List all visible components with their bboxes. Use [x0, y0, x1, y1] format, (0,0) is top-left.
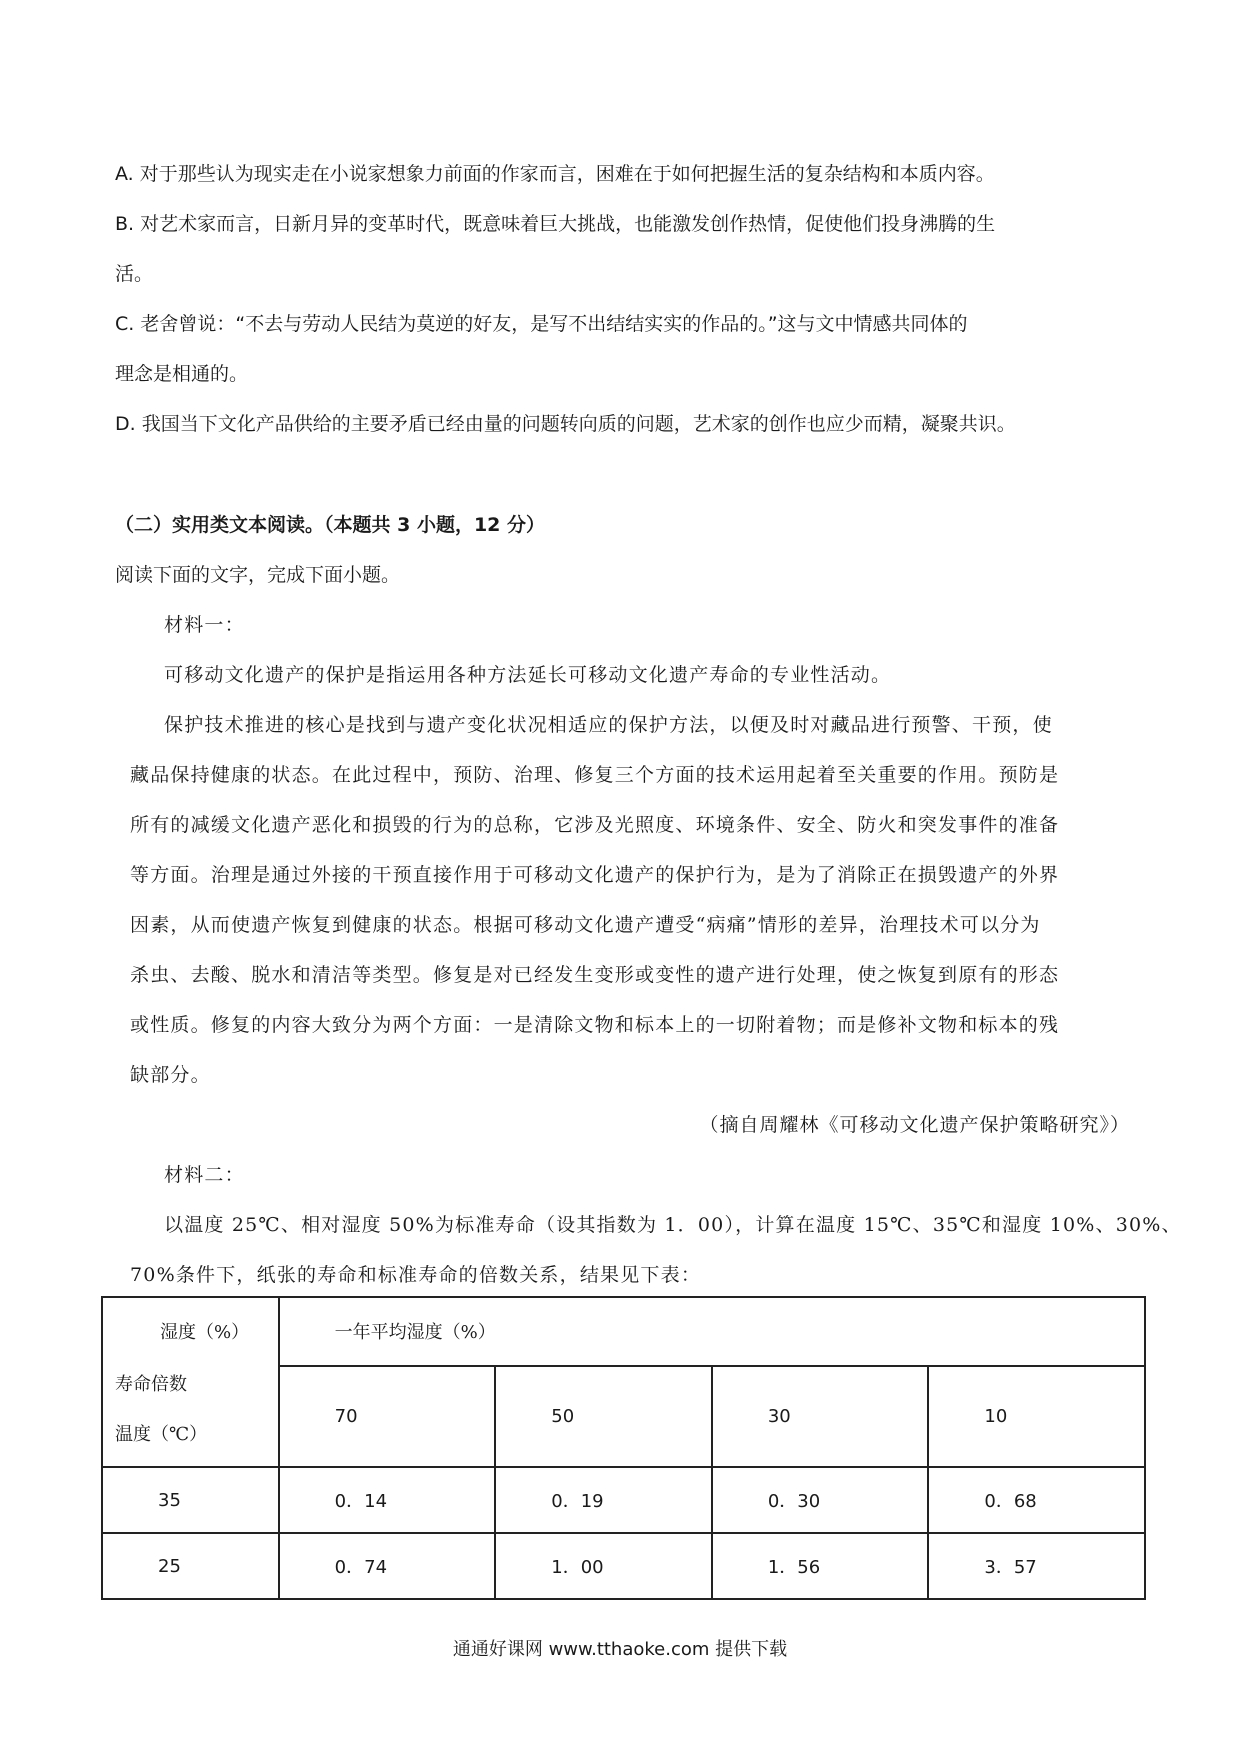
- material1-label: 材料一：: [164, 614, 245, 636]
- option-b: [115, 210, 1145, 238]
- option-b-text-2: 活。: [115, 263, 154, 285]
- option-c: [115, 310, 1145, 338]
- option-b-text: B. 对艺术家而言，日新月异的变革时代，既意味着巨大挑战，也能激发创作热情，促使他们投身沸腾的生: [115, 213, 996, 235]
- table-corner-header: [102, 1297, 279, 1467]
- table-row: [102, 1533, 1145, 1599]
- corner-humidity-label: 湿度（%）: [160, 1322, 250, 1343]
- material1-line: 缺部分。: [130, 1064, 211, 1086]
- column-header: 50: [495, 1366, 712, 1467]
- option-c-text-2: 理念是相通的。: [115, 363, 249, 385]
- material1-source: （摘自周耀林《可移动文化遗产保护策略研究》）: [699, 1114, 1130, 1136]
- table-cell: 0．14: [279, 1467, 496, 1533]
- table-cell: 1．00: [495, 1533, 712, 1599]
- option-d: [115, 410, 1145, 438]
- option-c-text: C. 老舍曾说：“不去与劳动人民结为莫逆的好友，是写不出结结实实的作品的。”这与文中情感共同体的: [115, 313, 968, 335]
- row-temperature: 35: [102, 1467, 279, 1533]
- option-b-continued: [115, 260, 1145, 288]
- table-cell: 1．56: [712, 1533, 929, 1599]
- column-header: 10: [928, 1366, 1145, 1467]
- material1-line: 所有的减缓文化遗产恶化和损毁的行为的总称，它涉及光照度、环境条件、安全、防火和突发事件的准备: [130, 814, 1060, 836]
- corner-temperature-label: 温度（℃）: [115, 1424, 208, 1445]
- paper-lifespan-table: [101, 1296, 1146, 1600]
- section-instruction: 阅读下面的文字，完成下面小题。: [115, 564, 401, 586]
- material2-line: 以温度 25℃、相对湿度 50%为标准寿命（设其指数为 1．00），计算在温度 15℃、35℃和湿度 10%、30%、: [164, 1214, 1182, 1236]
- material2-line: 70%条件下，纸张的寿命和标准寿命的倍数关系，结果见下表：: [130, 1264, 702, 1286]
- row-temperature: 25: [102, 1533, 279, 1599]
- material1-line: 等方面。治理是通过外接的干预直接作用于可移动文化遗产的保护行为，是为了消除正在损毁遗产的外界: [130, 864, 1060, 886]
- table-cell: 0．19: [495, 1467, 712, 1533]
- humidity-group-header: 一年平均湿度（%）: [279, 1297, 1145, 1366]
- section-heading: （二）实用类文本阅读。（本题共 3 小题，12 分）: [115, 514, 546, 536]
- material1-line: 或性质。修复的内容大致分为两个方面：一是清除文物和标本上的一切附着物；而是修补文物和标本的残: [130, 1014, 1060, 1036]
- table-cell: 0．74: [279, 1533, 496, 1599]
- material1-line: 藏品保持健康的状态。在此过程中，预防、治理、修复三个方面的技术运用起着至关重要的作用。预防是: [130, 764, 1060, 786]
- table-cell: 0．30: [712, 1467, 929, 1533]
- column-header: 30: [712, 1366, 929, 1467]
- column-header: 70: [279, 1366, 496, 1467]
- corner-multiplier-label: 寿命倍数: [115, 1374, 187, 1395]
- table-row: [102, 1467, 1145, 1533]
- table-cell: 0．68: [928, 1467, 1145, 1533]
- material1-line: 保护技术推进的核心是找到与遗产变化状况相适应的保护方法，以便及时对藏品进行预警、干预，使: [164, 714, 1053, 736]
- material2-label: 材料二：: [164, 1164, 245, 1186]
- material1-line: 因素，从而使遗产恢复到健康的状态。根据可移动文化遗产遭受“病痛”情形的差异，治理技术可以分为: [130, 914, 1041, 936]
- table-cell: 3．57: [928, 1533, 1145, 1599]
- material1-line: 可移动文化遗产的保护是指运用各种方法延长可移动文化遗产寿命的专业性活动。: [164, 664, 892, 686]
- material1-line: 杀虫、去酸、脱水和清洁等类型。修复是对已经发生变形或变性的遗产进行处理，使之恢复到原有的形态: [130, 964, 1060, 986]
- option-c-continued: [115, 360, 1145, 388]
- option-a-text: A. 对于那些认为现实走在小说家想象力前面的作家而言，困难在于如何把握生活的复杂结构和本质内容。: [115, 163, 995, 185]
- page-footer: 通通好课网 www.tthaoke.com 提供下载: [452, 1639, 788, 1660]
- option-a: [115, 160, 1145, 188]
- option-d-text: D. 我国当下文化产品供给的主要矛盾已经由量的问题转向质的问题，艺术家的创作也应少而精，凝聚共识。: [115, 413, 1016, 435]
